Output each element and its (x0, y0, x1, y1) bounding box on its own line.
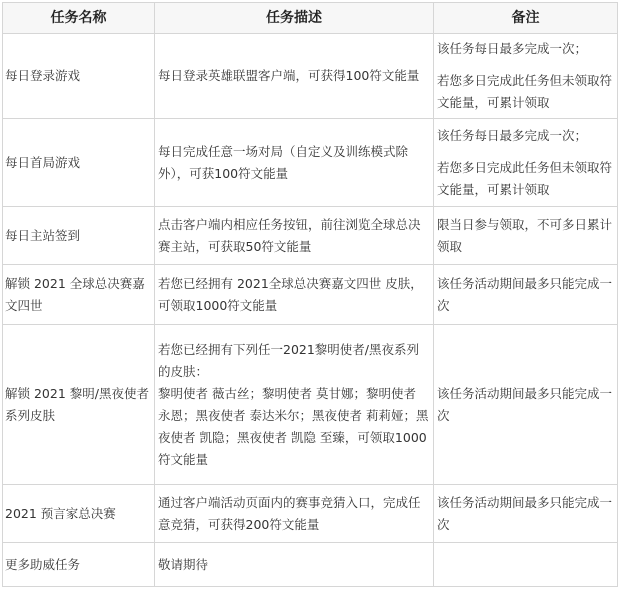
task-description: 每日完成任意一场对局（自定义及训练模式除外），可获100符文能量 (155, 119, 434, 207)
task-description: 若您已经拥有 2021全球总决赛嘉文四世 皮肤，可领取1000符文能量 (155, 265, 434, 325)
table-header-row (3, 3, 618, 34)
task-name: 每日首局游戏 (3, 119, 155, 207)
task-description: 敬请期待 (155, 543, 434, 587)
table-row (3, 119, 618, 207)
remark-line: 若您多日完成此任务但未领取符文能量，可累计领取 (437, 159, 613, 197)
task-remark: 该任务活动期间最多只能完成一次 (434, 325, 618, 485)
task-remark: 该任务活动期间最多只能完成一次 (434, 265, 618, 325)
table-row (3, 325, 618, 485)
description-line: 黎明使者 薇古丝；黎明使者 莫甘娜；黎明使者 永恩；黑夜使者 泰达米尔；黑夜使者 莉莉娅；黑夜使者 凯隐；黑夜使者 凯隐 至臻，可领取1000符文能量 (158, 385, 429, 467)
task-remark: 限当日参与领取，不可多日累计领取 (434, 207, 618, 265)
task-name: 更多助威任务 (3, 543, 155, 587)
table-row (3, 207, 618, 265)
remark-line: 若您多日完成此任务但未领取符文能量，可累计领取 (437, 73, 613, 110)
header-task-name: 任务名称 (3, 3, 155, 34)
task-description: 通过客户端活动页面内的赛事竞猜入口，完成任意竞猜，可获得200符文能量 (155, 485, 434, 543)
remark-line: 该任务每日最多完成一次； (437, 41, 588, 56)
task-name: 每日主站签到 (3, 207, 155, 265)
task-name: 解锁 2021 全球总决赛嘉文四世 (3, 265, 155, 325)
task-remark (434, 34, 618, 119)
task-name: 2021 预言家总决赛 (3, 485, 155, 543)
task-remark: 该任务活动期间最多只能完成一次 (434, 485, 618, 543)
header-task-description: 任务描述 (155, 3, 434, 34)
task-description (155, 325, 434, 485)
description-line: 若您已经拥有下列任一2021黎明使者/黑夜系列的皮肤： (158, 341, 420, 379)
task-remark (434, 543, 618, 587)
table-row (3, 543, 618, 587)
table-row (3, 265, 618, 325)
table-row (3, 485, 618, 543)
task-description: 点击客户端内相应任务按钮，前往浏览全球总决赛主站，可获取50符文能量 (155, 207, 434, 265)
task-name: 解锁 2021 黎明/黑夜使者系列皮肤 (3, 325, 155, 485)
task-description: 每日登录英雄联盟客户端，可获得100符文能量 (155, 34, 434, 119)
remark-line: 该任务每日最多完成一次； (437, 127, 588, 143)
task-table (2, 2, 618, 587)
table-row (3, 34, 618, 119)
header-remarks: 备注 (434, 3, 618, 34)
task-name: 每日登录游戏 (3, 34, 155, 119)
task-remark (434, 119, 618, 207)
